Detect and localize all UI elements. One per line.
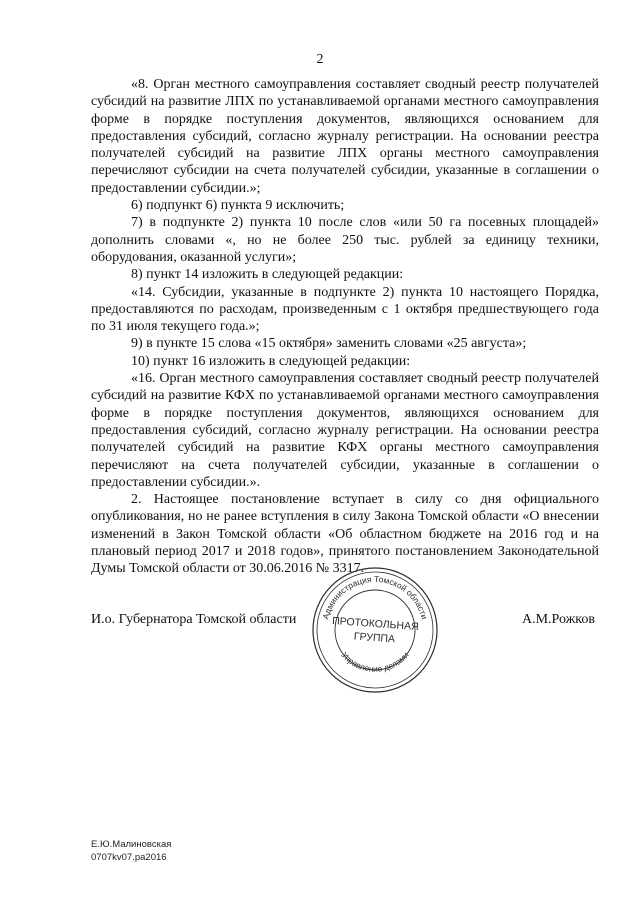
stamp-inner-line-2: ГРУППА — [353, 630, 396, 646]
paragraph-item-16-text: «16. Орган местного самоуправления составляет сводный реестр получателей субсидий на развитие КФХ по устанавливаемой органами местного самоуправления форме в порядке поступления документов, являющихся основанием для предоставления субсидий, согласно журналу регистрации. На основании реестра получателей субсидий на развитие КФХ органы местного самоуправления перечисляют на счета получателей субсидии, указанные в соглашении о предоставлении субсидии.». — [91, 371, 599, 490]
footer-author: Е.Ю.Малиновская — [91, 839, 172, 850]
paragraph-item-8-text: «8. Орган местного самоуправления составляет сводный реестр получателей субсидий на развитие ЛПХ по устанавливаемой органами местного самоуправления форме в порядке поступления документов, являющихся основанием для предоставления субсидий, согласно журналу регистрации. На основании реестра получателей субсидий на развитие ЛПХ органы местного самоуправления перечисляют субсидии на счета получателей субсидии, указанные в соглашении о предоставлении субсидии.»; — [91, 77, 599, 196]
page-number: 2 — [316, 52, 324, 67]
paragraph-subclause-10: 10) пункт 16 изложить в следующей редакции: — [131, 353, 411, 369]
paragraph-subclause-7: 7) в подпункте 2) пункта 10 после слов «или 50 га посевных площадей» дополнить словами «, но не более 250 тыс. рублей за единицу техники, оборудования, оказанной услуги»; — [91, 215, 599, 265]
paragraph-subclause-9: 9) в пункте 15 слова «15 октября» заменить словами «25 августа»; — [131, 336, 527, 352]
paragraph-effective-date: 2. Настоящее постановление вступает в силу со дня официального опубликования, но не ранее вступления в силу Закона Томской области «О внесении изменений в Закон Томской области «Об областном бюджете на 2016 год и на плановый период 2017 и 2018 годов», принятого постановлением Законодательной Думы Томской области от 30.06.2016 № 3317. — [91, 492, 599, 577]
paragraph-item-14-text: «14. Субсидии, указанные в подпункте 2) пункта 10 настоящего Порядка, предоставляются по расходам, произведенным с 1 октября предшествующего года по 31 июля текущего года.»; — [91, 284, 599, 335]
signer-title: И.о. Губернатора Томской области — [91, 612, 297, 627]
signer-name: А.М.Рожков — [521, 612, 595, 627]
official-stamp — [309, 564, 441, 696]
document-footer — [91, 838, 171, 864]
document-body — [91, 76, 599, 578]
stamp-outer-bottom-text: Управление делами — [339, 649, 411, 674]
stamp-outer-top-text: Администрация Томской области — [320, 573, 430, 621]
footer-file-code: 0707kv07.pa2016 — [91, 852, 167, 863]
paragraph-subclause-8: 8) пункт 14 изложить в следующей редакции: — [131, 267, 404, 283]
stamp-inner-line-1: ПРОТОКОЛЬНАЯ — [331, 615, 420, 634]
paragraph-subclause-6: 6) подпункт 6) пункта 9 исключить; — [131, 198, 345, 214]
